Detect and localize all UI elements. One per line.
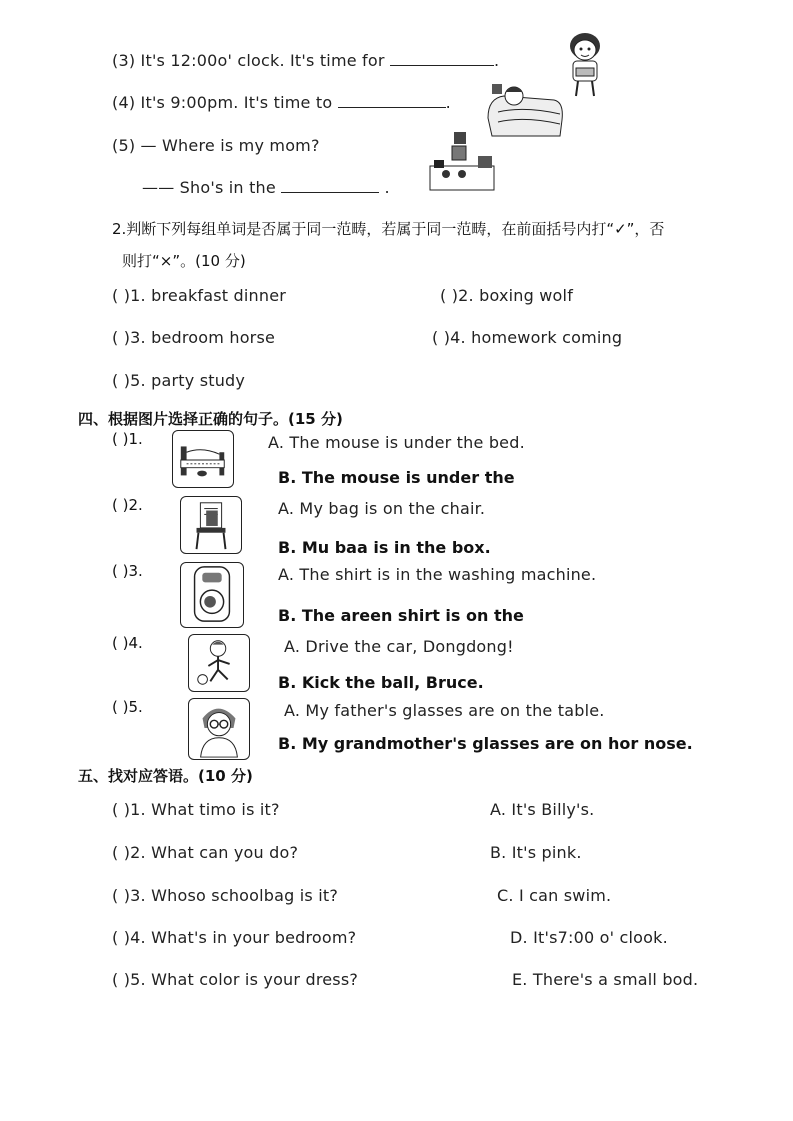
picture-question-4-option-b: B. Kick the ball, Bruce.	[278, 673, 484, 692]
picture-question-5-option-a: A. My father's glasses are on the table.	[284, 701, 605, 720]
match-question-4: ( )4. What's in your bedroom?	[112, 928, 357, 947]
picture-question-3-option-a: A. The shirt is in the washing machine.	[278, 565, 597, 584]
section-2-instruction-cont: 则打“×”。(10 分)	[122, 252, 246, 270]
section-4-heading: 四、根据图片选择正确的句子。(15 分)	[78, 410, 343, 428]
answer-paren[interactable]: ( )	[112, 843, 131, 862]
answer-paren[interactable]: ( )	[112, 800, 131, 819]
girl-eating-illustration	[558, 28, 612, 100]
question-4-text: (4) It's 9:00pm. It's time to	[112, 93, 333, 112]
answer-paren[interactable]: ( )	[112, 970, 131, 989]
answer-blank-4[interactable]	[338, 93, 446, 108]
match-question-5: ( )5. What color is your dress?	[112, 970, 359, 989]
grandmother-glasses-picture	[188, 698, 250, 760]
washing-machine-picture	[180, 562, 244, 628]
answer-paren[interactable]: ( )	[112, 886, 131, 905]
picture-question-2-number[interactable]: ( )2.	[112, 496, 143, 514]
kicking-ball-picture	[188, 634, 250, 692]
match-answer-d: D. It's7:00 o' clook.	[510, 928, 668, 947]
answer-paren[interactable]: ( )	[112, 328, 131, 347]
match-question-1: ( )1. What timo is it?	[112, 800, 280, 819]
category-item-4: ( )4. homework coming	[432, 328, 623, 347]
picture-question-1-number[interactable]: ( )1.	[112, 430, 143, 448]
match-question-2: ( )2. What can you do?	[112, 843, 299, 862]
question-5-text: —— Sho's in the	[142, 178, 276, 197]
question-5-line-1: (5) — Where is my mom?	[112, 136, 320, 155]
picture-question-2-option-a: A. My bag is on the chair.	[278, 499, 486, 518]
match-question-3: ( )3. Whoso schoolbag is it?	[112, 886, 339, 905]
picture-question-1-option-b: B. The mouse is under the	[278, 468, 515, 487]
question-3: (3) It's 12:00o' clock. It's time for .	[112, 51, 500, 70]
section-5-heading: 五、找对应答语。(10 分)	[78, 767, 253, 785]
kitchen-illustration	[426, 130, 498, 194]
picture-question-4-number[interactable]: ( )4.	[112, 634, 143, 652]
category-item-5: ( )5. party study	[112, 371, 246, 390]
answer-paren[interactable]: ( )	[112, 371, 131, 390]
picture-question-2-option-b: B. Mu baa is in the box.	[278, 538, 491, 557]
picture-question-3-option-b: B. The areen shirt is on the	[278, 606, 524, 625]
picture-question-3-number[interactable]: ( )3.	[112, 562, 143, 580]
question-3-text: (3) It's 12:00o' clock. It's time for	[112, 51, 385, 70]
picture-question-1-option-a: A. The mouse is under the bed.	[268, 433, 525, 452]
chair-bag-picture	[180, 496, 242, 554]
category-item-2: ( )2. boxing wolf	[440, 286, 574, 305]
answer-paren[interactable]: ( )	[112, 928, 131, 947]
answer-blank-3[interactable]	[390, 51, 494, 66]
category-item-3: ( )3. bedroom horse	[112, 328, 276, 347]
match-answer-e: E. There's a small bod.	[512, 970, 699, 989]
picture-question-5-number[interactable]: ( )5.	[112, 698, 143, 716]
question-5-line-2: —— Sho's in the .	[142, 178, 390, 197]
answer-blank-5[interactable]	[281, 178, 379, 193]
bed-picture	[172, 430, 234, 488]
picture-question-4-option-a: A. Drive the car, Dongdong!	[284, 637, 514, 656]
picture-question-5-option-b: B. My grandmother's glasses are on hor nose.	[278, 734, 693, 753]
match-answer-c: C. I can swim.	[497, 886, 612, 905]
answer-paren[interactable]: ( )	[112, 286, 131, 305]
question-4: (4) It's 9:00pm. It's time to .	[112, 93, 451, 112]
match-answer-b: B. It's pink.	[490, 843, 582, 862]
section-2-instruction: 2.判断下列每组单词是否属于同一范畴，若属于同一范畴，在前面括号内打“✓”，否	[112, 220, 665, 238]
answer-paren[interactable]: ( )	[440, 286, 459, 305]
answer-paren[interactable]: ( )	[432, 328, 451, 347]
match-answer-a: A. It's Billy's.	[490, 800, 595, 819]
category-item-1: ( )1. breakfast dinner	[112, 286, 287, 305]
